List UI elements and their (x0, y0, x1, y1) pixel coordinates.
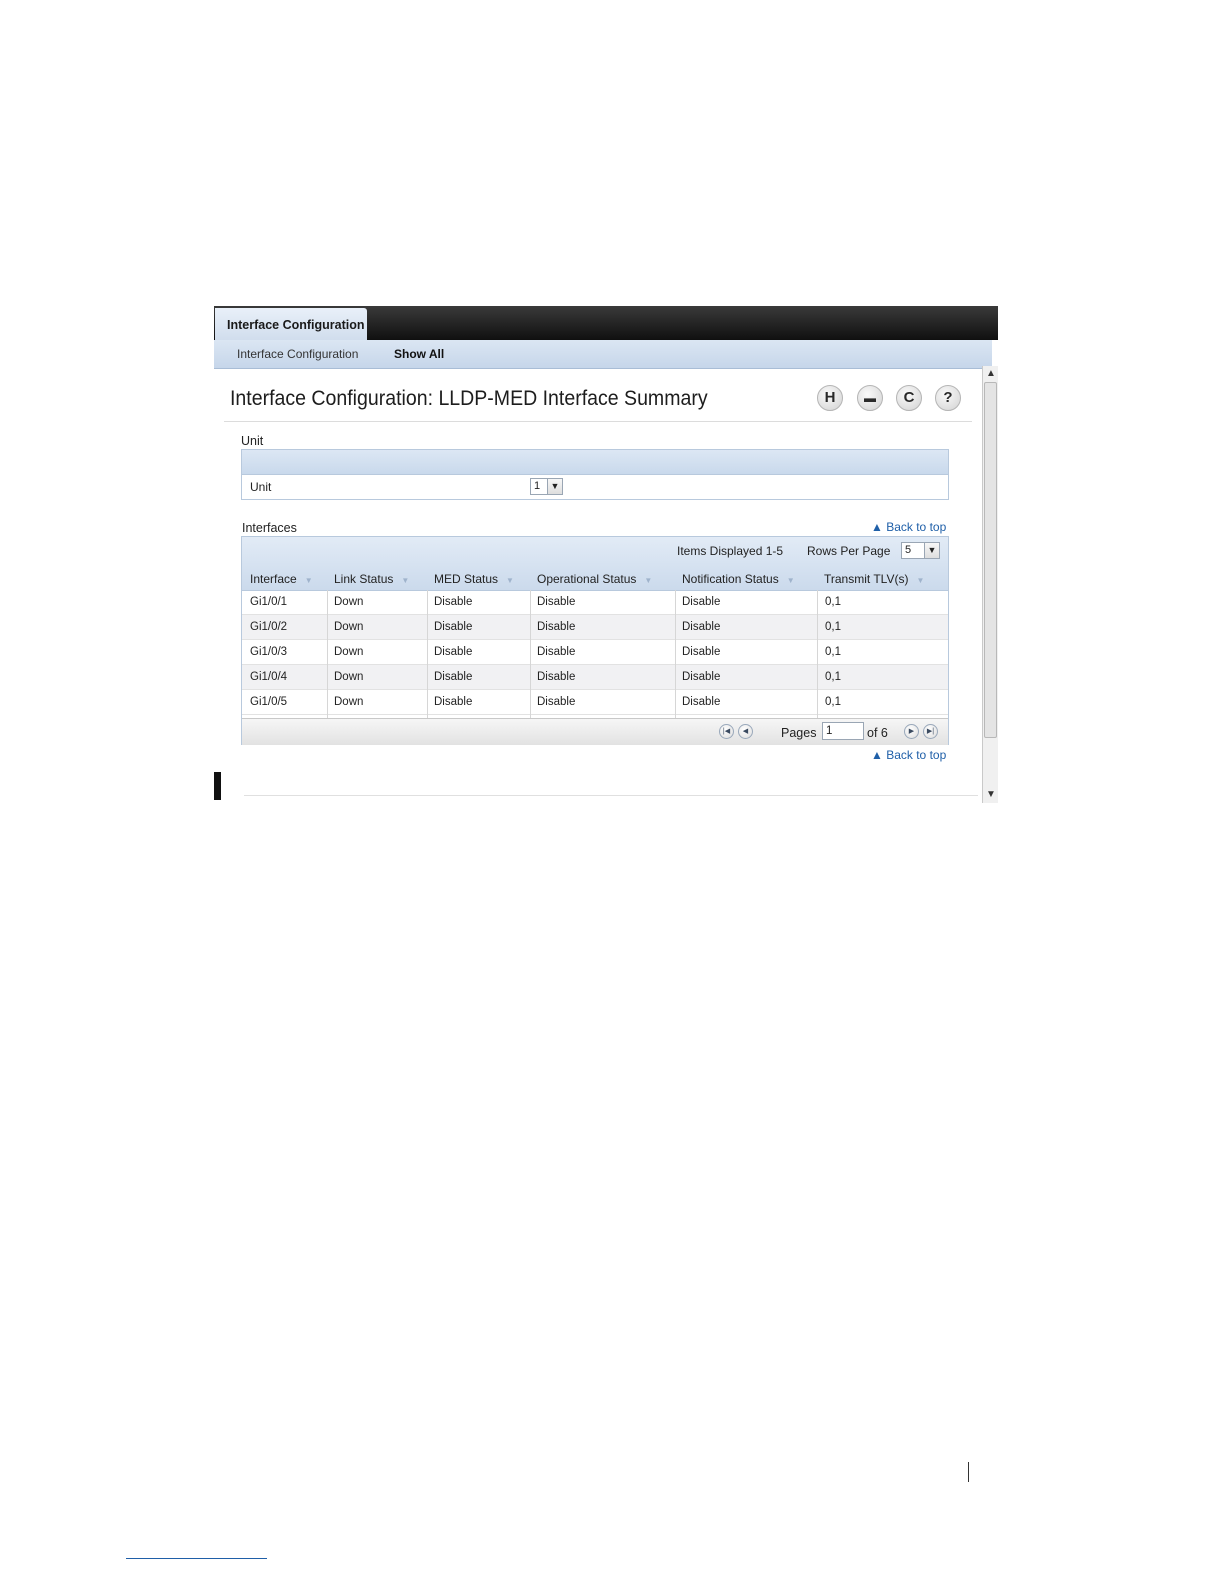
chevron-down-icon: ▼ (924, 543, 939, 558)
scroll-down-icon[interactable]: ▼ (986, 789, 996, 800)
sort-icon: ▼ (304, 576, 313, 585)
cell-link-status: Down (334, 671, 364, 683)
page-title: Interface Configuration: LLDP-MED Interface Summary (230, 387, 708, 410)
cell-notification-status: Disable (682, 646, 721, 658)
cell-notification-status: Disable (682, 621, 721, 633)
scrollbar-thumb[interactable] (984, 382, 997, 738)
table-row[interactable] (242, 615, 948, 640)
subnav-interface-configuration[interactable]: Interface Configuration (237, 347, 359, 361)
column-divider (327, 590, 328, 718)
page-count: of 6 (867, 726, 888, 740)
interfaces-section-label: Interfaces (242, 521, 297, 535)
left-edge-bar (214, 772, 221, 800)
table-header-bar (242, 537, 948, 591)
cell-operational-status: Disable (537, 696, 576, 708)
cell-med-status: Disable (434, 596, 473, 608)
refresh-icon[interactable]: C (896, 385, 922, 411)
cell-link-status: Down (334, 646, 364, 658)
sub-navigation (214, 340, 992, 369)
sort-icon: ▼ (644, 576, 653, 585)
cell-notification-status: Disable (682, 596, 721, 608)
help-icon[interactable]: ? (935, 385, 961, 411)
cell-interface: Gi1/0/5 (250, 696, 288, 708)
cell-transmit-tlvs: 0,1 (825, 596, 841, 608)
chevron-down-icon: ▼ (547, 479, 562, 494)
interfaces-table (241, 536, 949, 745)
cell-link-status: Down (334, 621, 364, 633)
cell-transmit-tlvs: 0,1 (825, 646, 841, 658)
previous-page-icon[interactable]: ◀ (738, 724, 753, 739)
footer-divider (244, 795, 978, 796)
cell-operational-status: Disable (537, 621, 576, 633)
rows-per-page-value: 5 (905, 544, 912, 556)
cell-interface: Gi1/0/3 (250, 646, 288, 658)
cell-med-status: Disable (434, 646, 473, 658)
page-number-marker (968, 1462, 969, 1482)
page-number-input[interactable]: 1 (822, 722, 864, 740)
app-window (214, 306, 998, 803)
column-header-transmit-tlvs[interactable]: Transmit TLV(s) ▼ (824, 572, 925, 586)
title-divider (224, 421, 972, 422)
unit-field-label: Unit (250, 480, 272, 494)
cell-transmit-tlvs: 0,1 (825, 696, 841, 708)
cell-link-status: Down (334, 696, 364, 708)
cell-med-status: Disable (434, 696, 473, 708)
pagination-bar (242, 718, 948, 745)
footnote-rule (126, 1558, 267, 1559)
table-row[interactable] (242, 665, 948, 690)
column-header-link-status[interactable]: Link Status ▼ (334, 572, 410, 586)
sort-icon: ▼ (506, 576, 514, 585)
column-divider (530, 590, 531, 718)
table-row[interactable] (242, 640, 948, 665)
subnav-show-all[interactable]: Show All (394, 347, 445, 361)
cell-transmit-tlvs: 0,1 (825, 671, 841, 683)
vertical-scrollbar[interactable] (982, 366, 998, 803)
cell-notification-status: Disable (682, 671, 721, 683)
column-header-interface[interactable]: Interface ▼ (250, 572, 313, 586)
unit-panel-header (242, 450, 948, 475)
tab-interface-configuration[interactable]: Interface Configuration (215, 308, 367, 342)
next-page-icon[interactable]: ▶ (904, 724, 919, 739)
table-row[interactable] (242, 590, 948, 615)
save-icon[interactable]: H (817, 385, 843, 411)
scroll-up-icon[interactable]: ▲ (986, 368, 996, 379)
back-to-top-link[interactable]: ▲ Back to top (871, 520, 947, 534)
cell-interface: Gi1/0/4 (250, 671, 288, 683)
unit-section-label: Unit (241, 434, 264, 448)
column-header-notification-status[interactable]: Notification Status ▼ (682, 572, 795, 586)
column-divider (817, 590, 818, 718)
cell-transmit-tlvs: 0,1 (825, 621, 841, 633)
sort-icon: ▼ (916, 576, 925, 585)
pages-label: Pages (781, 726, 817, 740)
column-header-med-status[interactable]: MED Status ▼ (434, 572, 514, 586)
cell-interface: Gi1/0/1 (250, 596, 288, 608)
rows-per-page-label: Rows Per Page (807, 544, 891, 558)
unit-select[interactable] (530, 478, 563, 495)
back-to-top-link[interactable]: ▲ Back to top (871, 748, 947, 762)
sort-icon: ▼ (786, 576, 795, 585)
last-page-icon[interactable]: ▶| (923, 724, 938, 739)
unit-panel (241, 449, 949, 500)
print-icon[interactable]: ▬ (857, 385, 883, 411)
cell-operational-status: Disable (537, 646, 576, 658)
unit-select-value: 1 (534, 480, 541, 492)
first-page-icon[interactable]: |◀ (719, 724, 734, 739)
column-header-operational-status[interactable]: Operational Status ▼ (537, 572, 653, 586)
cell-interface: Gi1/0/2 (250, 621, 288, 633)
column-divider (675, 590, 676, 718)
cell-link-status: Down (334, 596, 364, 608)
cell-med-status: Disable (434, 671, 473, 683)
table-row[interactable] (242, 690, 948, 715)
rows-per-page-select[interactable] (901, 542, 940, 559)
sort-icon: ▼ (401, 576, 410, 585)
cell-notification-status: Disable (682, 696, 721, 708)
column-divider (427, 590, 428, 718)
cell-operational-status: Disable (537, 596, 576, 608)
items-displayed: Items Displayed 1-5 (677, 544, 784, 558)
cell-med-status: Disable (434, 621, 473, 633)
cell-operational-status: Disable (537, 671, 576, 683)
